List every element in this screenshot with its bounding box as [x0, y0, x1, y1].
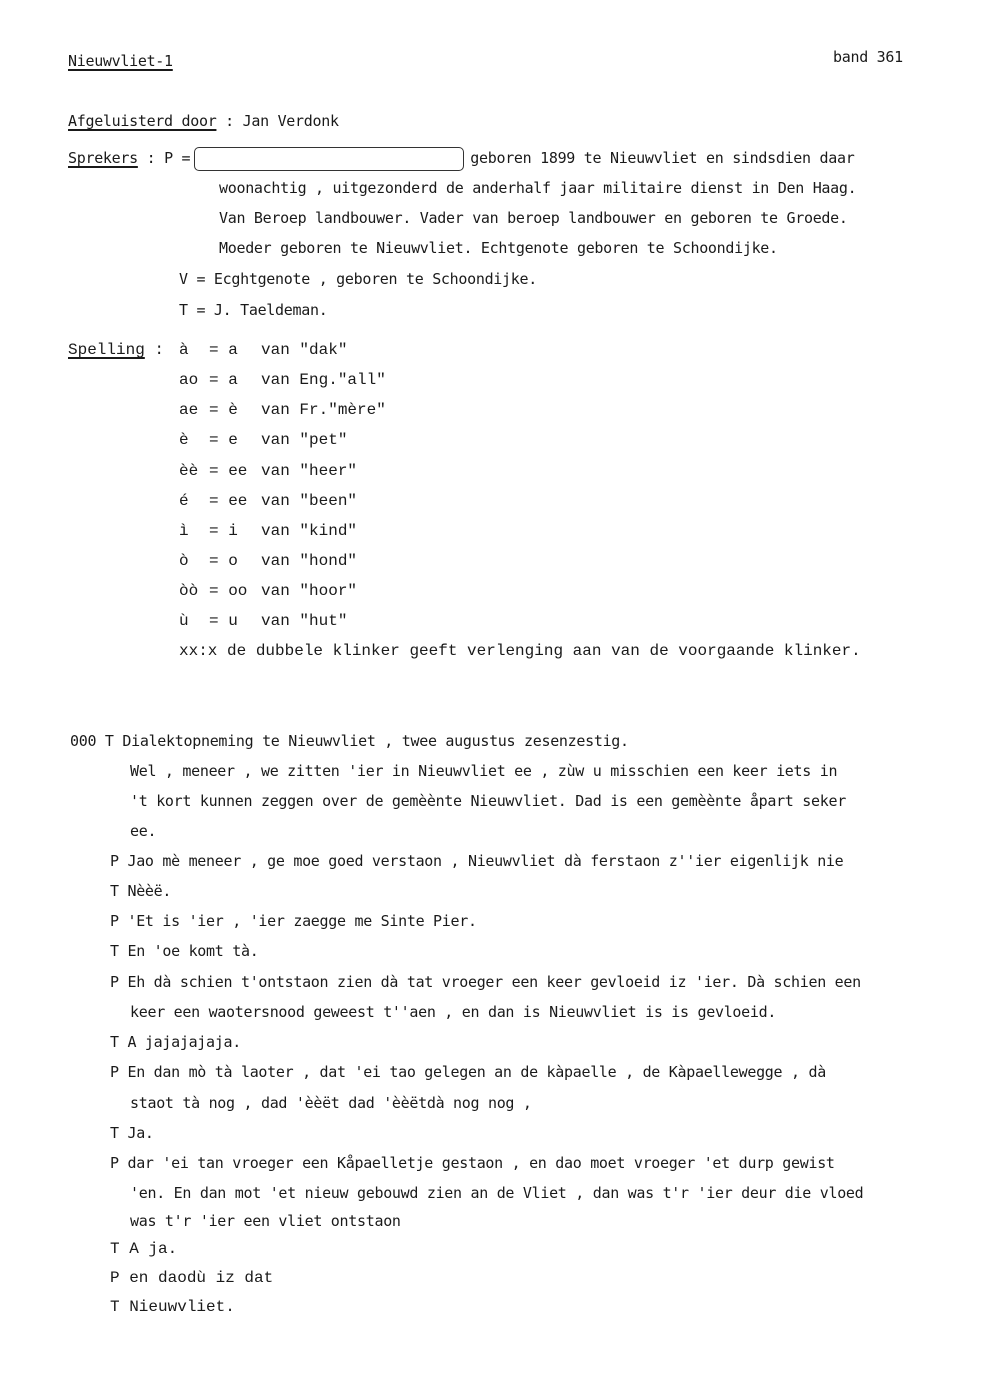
band-number: band 361: [833, 48, 903, 66]
redacted-name-box: [194, 147, 464, 171]
speaker-p-line1: geboren 1899 te Nieuwvliet en sindsdien daar: [470, 149, 855, 167]
spelling-equals: = o: [209, 552, 238, 570]
spelling-example: van "hond": [261, 552, 358, 570]
spelling-equals: = oo: [209, 582, 248, 600]
transcript-line: T En 'oe komt tà.: [110, 942, 259, 960]
speaker-v-line: V = Ecghtgenote , geboren te Schoondijke.: [179, 270, 537, 288]
spelling-row: [179, 456, 357, 486]
transcript-line: 'en. En dan mot 'et nieuw gebouwd zien an de Vliet , dan was t'r 'ier deur die vloed: [130, 1184, 864, 1202]
speakers-line: [68, 143, 854, 173]
transcript-line: 't kort kunnen zeggen over de gemèènte Nieuwvliet. Dad is een gemèènte åpart seker: [130, 792, 846, 810]
spelling-example: van "dak": [261, 341, 348, 359]
listener-separator: :: [225, 112, 234, 130]
transcript-line: P dar 'ei tan vroeger een Kåpaelletje gestaon , en dao moet vroeger 'et durp gewist: [110, 1154, 835, 1172]
spelling-equals: = ee: [209, 462, 248, 480]
transcript-line: P en daodù iz dat: [110, 1269, 274, 1287]
spelling-row: [179, 546, 357, 576]
spelling-symbol: ì: [179, 522, 189, 540]
spelling-row: [179, 425, 347, 455]
speakers-label: Sprekers: [68, 149, 138, 167]
spelling-symbol: à: [179, 341, 189, 359]
speaker-p-line: Van Beroep landbouwer. Vader van beroep landbouwer en geboren te Groede.: [219, 209, 848, 227]
spelling-heading: [68, 335, 164, 365]
transcript-line: staot tà nog , dad 'èèët dad 'èèëtdà nog nog ,: [130, 1094, 532, 1112]
spelling-symbol: òò: [179, 582, 199, 600]
spelling-equals: = ee: [209, 492, 248, 510]
spelling-row: [179, 606, 347, 636]
spelling-symbol: ù: [179, 612, 189, 630]
spelling-symbol: è: [179, 431, 189, 449]
transcript-line: Wel , meneer , we zitten 'ier in Nieuwvliet ee , zùw u misschien een keer iets in: [130, 762, 838, 780]
spelling-symbol: èè: [179, 462, 199, 480]
spelling-row: [179, 516, 357, 546]
spelling-example: van "hut": [261, 612, 348, 630]
spelling-example: van Fr."mère": [261, 401, 386, 419]
speaker-p-line: Moeder geboren te Nieuwvliet. Echtgenote geboren te Schoondijke.: [219, 239, 778, 257]
spelling-symbol: é: [179, 492, 189, 510]
spelling-label: Spelling: [68, 341, 145, 359]
listener-name: Jan Verdonk: [242, 112, 339, 130]
spelling-equals: = a: [209, 341, 238, 359]
spelling-equals: = u: [209, 612, 238, 630]
speaker-p-line: woonachtig , uitgezonderd de anderhalf jaar militaire dienst in Den Haag.: [219, 179, 857, 197]
spelling-example: van Eng."all": [261, 371, 386, 389]
listener-label: Afgeluisterd door: [68, 112, 217, 130]
spelling-example: van "heer": [261, 462, 358, 480]
speaker-p-prefix: P =: [164, 149, 191, 167]
spelling-separator: :: [154, 341, 165, 359]
spelling-row: [179, 486, 357, 516]
spelling-equals: = e: [209, 431, 238, 449]
spelling-row: [179, 395, 386, 425]
speaker-t-line: T = J. Taeldeman.: [179, 301, 328, 319]
spelling-symbol: ao: [179, 371, 199, 389]
spelling-equals: = i: [209, 522, 238, 540]
transcript-line: P 'Et is 'ier , 'ier zaegge me Sinte Pier.: [110, 912, 477, 930]
spelling-example: van "hoor": [261, 582, 358, 600]
transcript-line: P En dan mò tà laoter , dat 'ei tao gelegen an de kàpaelle , de Kàpaellewegge , dà: [110, 1063, 826, 1081]
spelling-example: van "kind": [261, 522, 358, 540]
spelling-row: [179, 365, 386, 395]
transcript-line: T A ja.: [110, 1240, 178, 1258]
transcript-line: T Ja.: [110, 1124, 154, 1142]
transcript-line: P Eh dà schien t'ontstaon zien dà tat vroeger een keer gevloeid iz 'ier. Dà schien een: [110, 973, 861, 991]
spelling-symbol: ae: [179, 401, 199, 419]
transcript-line: T Nèèë.: [110, 882, 172, 900]
transcript-line: keer een waotersnood geweest t''aen , en dan is Nieuwvliet is is gevloeid.: [130, 1003, 777, 1021]
spelling-symbol: ò: [179, 552, 189, 570]
spelling-equals: = è: [209, 401, 238, 419]
transcript-line: ee.: [130, 822, 157, 840]
spelling-example: van "pet": [261, 431, 348, 449]
spelling-row: [179, 335, 347, 365]
document-title: Nieuwvliet-1: [68, 52, 173, 70]
transcript-line: T Nieuwvliet.: [110, 1298, 235, 1316]
spelling-example: van "been": [261, 492, 358, 510]
listener-line: [68, 106, 339, 136]
transcript-line: T A jajajajaja.: [110, 1033, 241, 1051]
spelling-equals: = a: [209, 371, 238, 389]
spelling-row: [179, 576, 357, 606]
transcript-line: 000 T Dialektopneming te Nieuwvliet , twee augustus zesenzestig.: [70, 732, 629, 750]
spelling-note: xx:x de dubbele klinker geeft verlenging aan van de voorgaande klinker.: [179, 642, 861, 660]
transcript-line: was t'r 'ier een vliet ontstaon: [130, 1212, 401, 1230]
transcript-line: P Jao mè meneer , ge moe goed verstaon , Nieuwvliet dà ferstaon z''ier eigenlijk nie: [110, 852, 844, 870]
speakers-separator: :: [146, 149, 156, 167]
